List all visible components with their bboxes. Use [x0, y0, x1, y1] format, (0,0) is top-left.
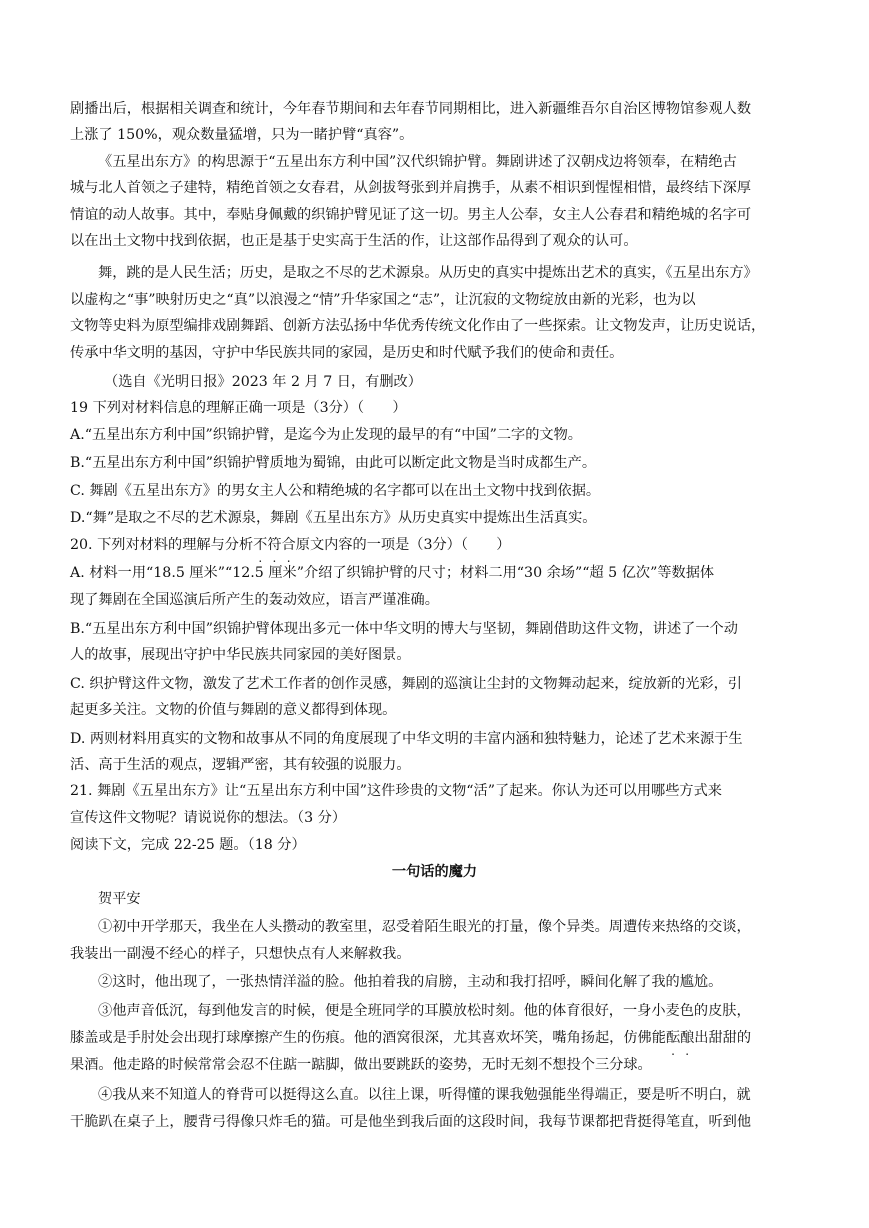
story-p4-line-2: 干脆趴在桌子上，腰背弓得像只炸毛的猫。可是他坐到我后面的这段时间，我每节课都把背挺得笔直，听到他 [70, 1114, 752, 1130]
story-p3-line-1: ③他声音低沉，每到他发言的时候，便是全班同学的耳膜放松时刻。他的体育很好，一身小麦色的皮肤， [98, 1003, 751, 1019]
question-19-option-c: C. 舞剧《五星出东方》的男女主人公和精绝城的名字都可以在出土文物中找到依据。 [70, 483, 601, 499]
question-20-option-b-line-1: B.“五星出东方利中国”织锦护臂体现出多元一体中华文明的博大与坚韧，舞剧借助这件文物，讲述了一个动 [70, 621, 738, 637]
story-p4-line-1: ④我从来不知道人的脊背可以挺得这么直。以往上课，听得懂的课我勉强能坐得端正，要是听不明白，就 [98, 1087, 751, 1103]
emphasis-char: 符 [267, 537, 282, 553]
question-20-option-d-line-1: D. 两则材料用真实的文物和故事从不同的角度展现了中华文明的丰富内涵和独特魅力，论述了艺术来源于生 [70, 731, 743, 747]
source-citation: （选自《光明日报》2023 年 2 月 7 日，有删改） [104, 374, 422, 390]
story-p1-line-2: 我装出一副漫不经心的样子，只想快点有人来解救我。 [70, 946, 411, 962]
story-p1-line-1: ①初中开学那天，我坐在人头攒动的教室里，忍受着陌生眼光的打量，像个异类。周遭传来热络的交谈， [98, 919, 751, 935]
story-p2: ②这时，他出现了，一张热情洋溢的脸。他拍着我的肩膀，主动和我打招呼，瞬间化解了我的尴尬。 [98, 974, 723, 990]
para1-line-1: 剧播出后，根据相关调查和统计，今年春节期间和去年春节同期相比，进入新疆维吾尔自治区博物馆参观人数 [70, 101, 752, 117]
para3-line-4: 传承中华文明的基因，守护中华民族共同的家园，是历史和时代赋予我们的使命和责任。 [70, 345, 624, 361]
question-19-stem: 19 下列对材料信息的理解正确一项是（3分）（ ） [70, 400, 407, 416]
emphasis-char: 合 [281, 537, 296, 553]
story-p3-line-2-after: 出甜甜的 [694, 1030, 752, 1046]
para2-line-1: 《五星出东方》的构思源于“五星出东方利中国”汉代织锦护臂。舞剧讲述了汉朝戍边将领奉，在精绝古 [98, 154, 737, 170]
question-20-option-c-line-1: C. 织护臂这件文物，激发了艺术工作者的创作灵感，舞剧的巡演让尘封的文物舞动起来，绽放新的光彩，引 [70, 676, 742, 692]
story-p3-line-3: 果酒。他走路的时候常常会忍不住踮一踮脚，做出要跳跃的姿势，无时无刻不想投个三分球。 [70, 1057, 652, 1073]
question-19-option-d: D.“舞”是取之不尽的艺术源泉，舞剧《五星出东方》从历史真实中提炼出生活真实。 [70, 510, 597, 526]
question-20-option-c-line-2: 起更多关注。文物的价值与舞剧的意义都得到体现。 [70, 702, 397, 718]
question-20-option-a-line-2: 现了舞剧在全国巡演后所产生的轰动效应，语言严谨准确。 [70, 592, 439, 608]
story-author: 贺平安 [98, 891, 141, 907]
question-20-stem-before: 20. 下列对材料的理解与分析 [70, 537, 254, 553]
question-20-option-a-line-1: A. 材料一用“18.5 厘米”“12.5 厘米”介绍了织锦护臂的尺寸；材料二用“30 余场”“超 5 亿次”等数据体 [70, 565, 715, 581]
question-20-option-b-line-2: 人的故事，展现出守护中华民族共同家园的美好图景。 [70, 647, 411, 663]
question-20-stem [70, 535, 511, 555]
question-20-option-d-line-2: 活、高于生活的观点，逻辑严密，其有较强的说服力。 [70, 757, 411, 773]
para2-line-3: 情谊的动人故事。其中，奉贴身佩戴的织锦护臂见证了这一切。男主人公奉，女主人公春君和精绝城的名字可 [70, 207, 752, 223]
story-p3-line-2 [70, 1028, 751, 1048]
para2-line-4: 以在出土文物中找到依据，也正是基于史实高于生活的作，让这部作品得到了观众的认可。 [70, 233, 638, 249]
question-19-option-a: A.“五星出东方利中国”织锦护臂，是迄今为止发现的最早的有“中国”二字的文物。 [70, 427, 582, 443]
question-20-stem-after: 原文内容的一项是（3分）（ ） [295, 537, 511, 553]
reading-instruction: 阅读下文，完成 22-25 题。（18 分） [70, 837, 306, 853]
emphasis-char: 酿 [680, 1030, 695, 1046]
question-21-line-1: 21. 舞剧《五星出东方》让“五星出东方利中国”这件珍贵的文物“活”了起来。你认为还可以用哪些方式来 [70, 783, 722, 799]
para3-line-1: 舞，跳的是人民生活；历史，是取之不尽的艺术源泉。从历史的真实中提炼出艺术的真实，《五星出东方》 [98, 265, 758, 281]
para1-line-2: 上涨了 150%，观众数量猛增，只为一睹护臂“真容”。 [70, 127, 414, 143]
emphasis-char: 不 [253, 537, 268, 553]
question-21-line-2: 宣传这件文物呢？请说说你的想法。（3 分） [70, 810, 347, 826]
para3-line-2: 以虚构之“事”映射历史之“真”以浪漫之“情”升华家国之“志”，让沉寂的文物绽放由新的光彩，也为以 [70, 292, 696, 308]
emphasis-char: 酝 [665, 1030, 681, 1046]
para2-line-2: 城与北人首领之子建特，精绝首领之女春君，从剑拔弩张到并肩携手，从素不相识到惺惺相惜，最终结下深厚 [70, 180, 752, 196]
question-19-option-b: B.“五星出东方利中国”织锦护臂质地为蜀锦，由此可以断定此文物是当时成都生产。 [70, 455, 597, 471]
story-p3-line-2-before: 膝盖或是手肘处会出现打球摩擦产生的伤痕。他的酒窝很深，尤其喜欢坏笑，嘴角扬起，仿佛能 [70, 1030, 666, 1046]
para3-line-3: 文物等史料为原型编排戏剧舞蹈、创新方法弘扬中华优秀传统文化作由了一些探索。让文物发声，让历史说话， [70, 318, 766, 334]
story-title: 一句话的魔力 [391, 864, 478, 880]
